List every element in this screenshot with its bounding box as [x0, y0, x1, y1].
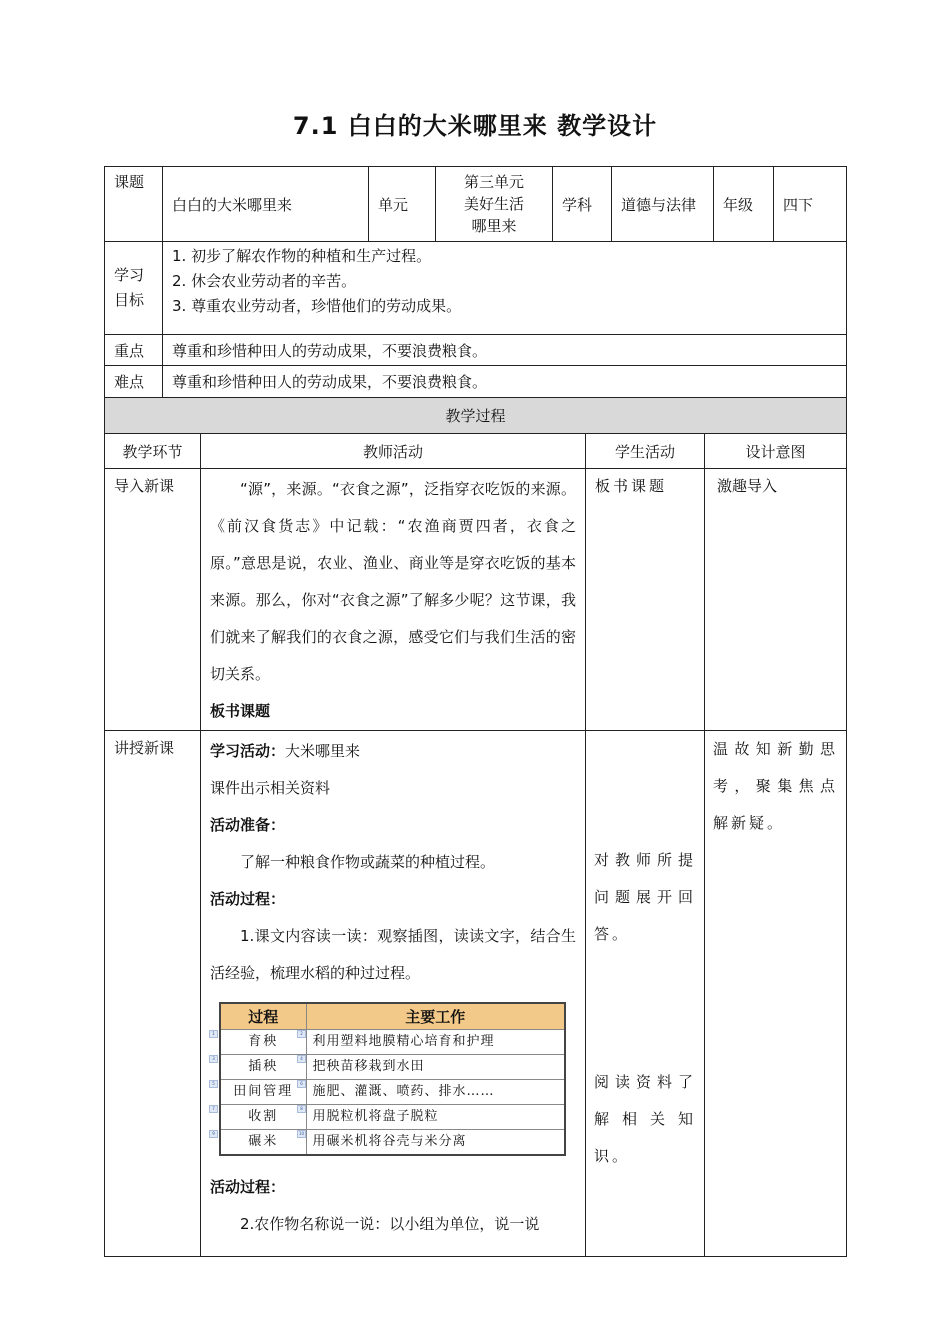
lesson-student-reading: 阅读资料了解相关知识。 — [594, 1073, 696, 1165]
rice-step: 收割 — [220, 1105, 306, 1130]
row-marker: 4 — [297, 1055, 306, 1063]
unit-value-line: 美好生活 — [463, 195, 524, 213]
goals-label-line: 学习 — [114, 266, 145, 284]
rice-step: 育秧 — [220, 1030, 306, 1055]
lesson-student — [586, 731, 705, 1257]
goals-label-line: 目标 — [114, 291, 145, 309]
row-marker: 3 — [209, 1055, 218, 1063]
rice-process-image — [212, 1002, 564, 1155]
goal-item: 3. 尊重农业劳动者，珍惜他们的劳动成果。 — [172, 297, 462, 315]
goals-list — [163, 242, 847, 335]
goal-item: 2. 休会农业劳动者的辛苦。 — [172, 272, 357, 290]
rice-process-table — [219, 1002, 566, 1156]
intro-teacher-board: 板书课题 — [210, 702, 271, 720]
key-label: 重点 — [105, 335, 163, 366]
lesson-student-answer: 对教师所提问题展开回答。 — [594, 851, 696, 943]
intro-stage: 导入新课 — [105, 469, 201, 731]
page-title: 7.1 白白的大米哪里来 教学设计 — [292, 112, 658, 140]
lesson-activity-label: 学习活动： — [210, 742, 286, 760]
rice-work: 施肥、灌溉、喷药、排水…… — [306, 1080, 565, 1105]
grade-label: 年级 — [714, 167, 774, 242]
unit-value — [436, 167, 553, 242]
topic-value: 白白的大米哪里来 — [163, 167, 369, 242]
unit-value-line: 第三单元 — [463, 173, 524, 191]
row-marker: 9 — [209, 1130, 218, 1138]
row-marker: 2 — [297, 1030, 306, 1038]
header-stage: 教学环节 — [105, 434, 201, 469]
intro-student: 板书课题 — [586, 469, 705, 731]
rice-work: 利用塑料地膜精心培育和护理 — [306, 1030, 565, 1055]
row-marker: 10 — [298, 1131, 305, 1136]
lesson-prep-text: 了解一种粮食作物或蔬菜的种植过程。 — [240, 853, 496, 871]
lesson-intent-text: 温故知新勤思考，聚集焦点解新疑。 — [713, 740, 839, 832]
difficulty-value: 尊重和珍惜种田人的劳动成果，不要浪费粮食。 — [163, 366, 847, 398]
info-table — [104, 166, 847, 398]
lesson-activity — [210, 733, 576, 770]
process-section-title: 教学过程 — [105, 398, 847, 434]
key-value: 尊重和珍惜种田人的劳动成果，不要浪费粮食。 — [163, 335, 847, 366]
difficulty-label: 难点 — [105, 366, 163, 398]
lesson-process-label-2: 活动过程： — [210, 1178, 286, 1196]
goal-item: 1. 初步了解农作物的种植和生产过程。 — [172, 247, 432, 265]
rice-step: 田间管理 — [220, 1080, 306, 1105]
rice-step: 插秧 — [220, 1055, 306, 1080]
goals-label — [105, 242, 163, 335]
lesson-stage: 讲授新课 — [105, 731, 201, 1257]
rice-work: 用碾米机将谷壳与米分离 — [306, 1130, 565, 1156]
row-marker: 6 — [297, 1080, 306, 1088]
intro-teacher — [201, 469, 586, 731]
intro-intent: 激趣导入 — [705, 469, 847, 731]
lesson-step-1: 1.课文内容读一读：观察插图，读读文字，结合生活经验，梳理水稻的种过过程。 — [210, 927, 576, 982]
lesson-activity-value: 大米哪里来 — [285, 742, 361, 760]
header-teacher: 教师活动 — [201, 434, 586, 469]
subject-value: 道德与法律 — [612, 167, 714, 242]
rice-work: 把秧苗移栽到水田 — [306, 1055, 565, 1080]
row-marker: 5 — [209, 1080, 218, 1088]
lesson-process-label: 活动过程： — [210, 890, 286, 908]
rice-work: 用脱粒机将盘子脱粒 — [306, 1105, 565, 1130]
subject-label: 学科 — [553, 167, 612, 242]
header-intent: 设计意图 — [705, 434, 847, 469]
lesson-teacher — [201, 731, 586, 1257]
lesson-intent — [705, 731, 847, 1257]
grade-value: 四下 — [774, 167, 847, 242]
row-marker: 1 — [209, 1030, 218, 1038]
header-student: 学生活动 — [586, 434, 705, 469]
unit-label: 单元 — [369, 167, 436, 242]
topic-label: 课题 — [105, 167, 163, 242]
lesson-step-2: 2.农作物名称说一说：以小组为单位，说一说 — [240, 1215, 540, 1233]
process-table — [104, 397, 847, 1257]
unit-value-line: 哪里来 — [471, 217, 517, 235]
row-marker: 8 — [297, 1105, 306, 1113]
row-marker: 7 — [209, 1105, 218, 1113]
rice-header-step: 过程 — [220, 1003, 306, 1030]
intro-teacher-paragraph: “源”，来源。“衣食之源”，泛指穿衣吃饭的来源。《前汉食货志》中记载：“农渔商贾四者，衣食之原。”意思是说，农业、渔业、商业等是穿衣吃饭的基本来源。那么，你对“衣食之源”了解多少呢？这节课，我们就来了解我们的衣食之源，感受它们与我们生活的密切关系。 — [210, 480, 576, 683]
rice-step: 碾米 — [220, 1130, 306, 1156]
lesson-prep-label: 活动准备： — [210, 816, 286, 834]
lesson-line-2: 课件出示相关资料 — [210, 779, 331, 797]
rice-header-work: 主要工作 — [306, 1003, 565, 1030]
